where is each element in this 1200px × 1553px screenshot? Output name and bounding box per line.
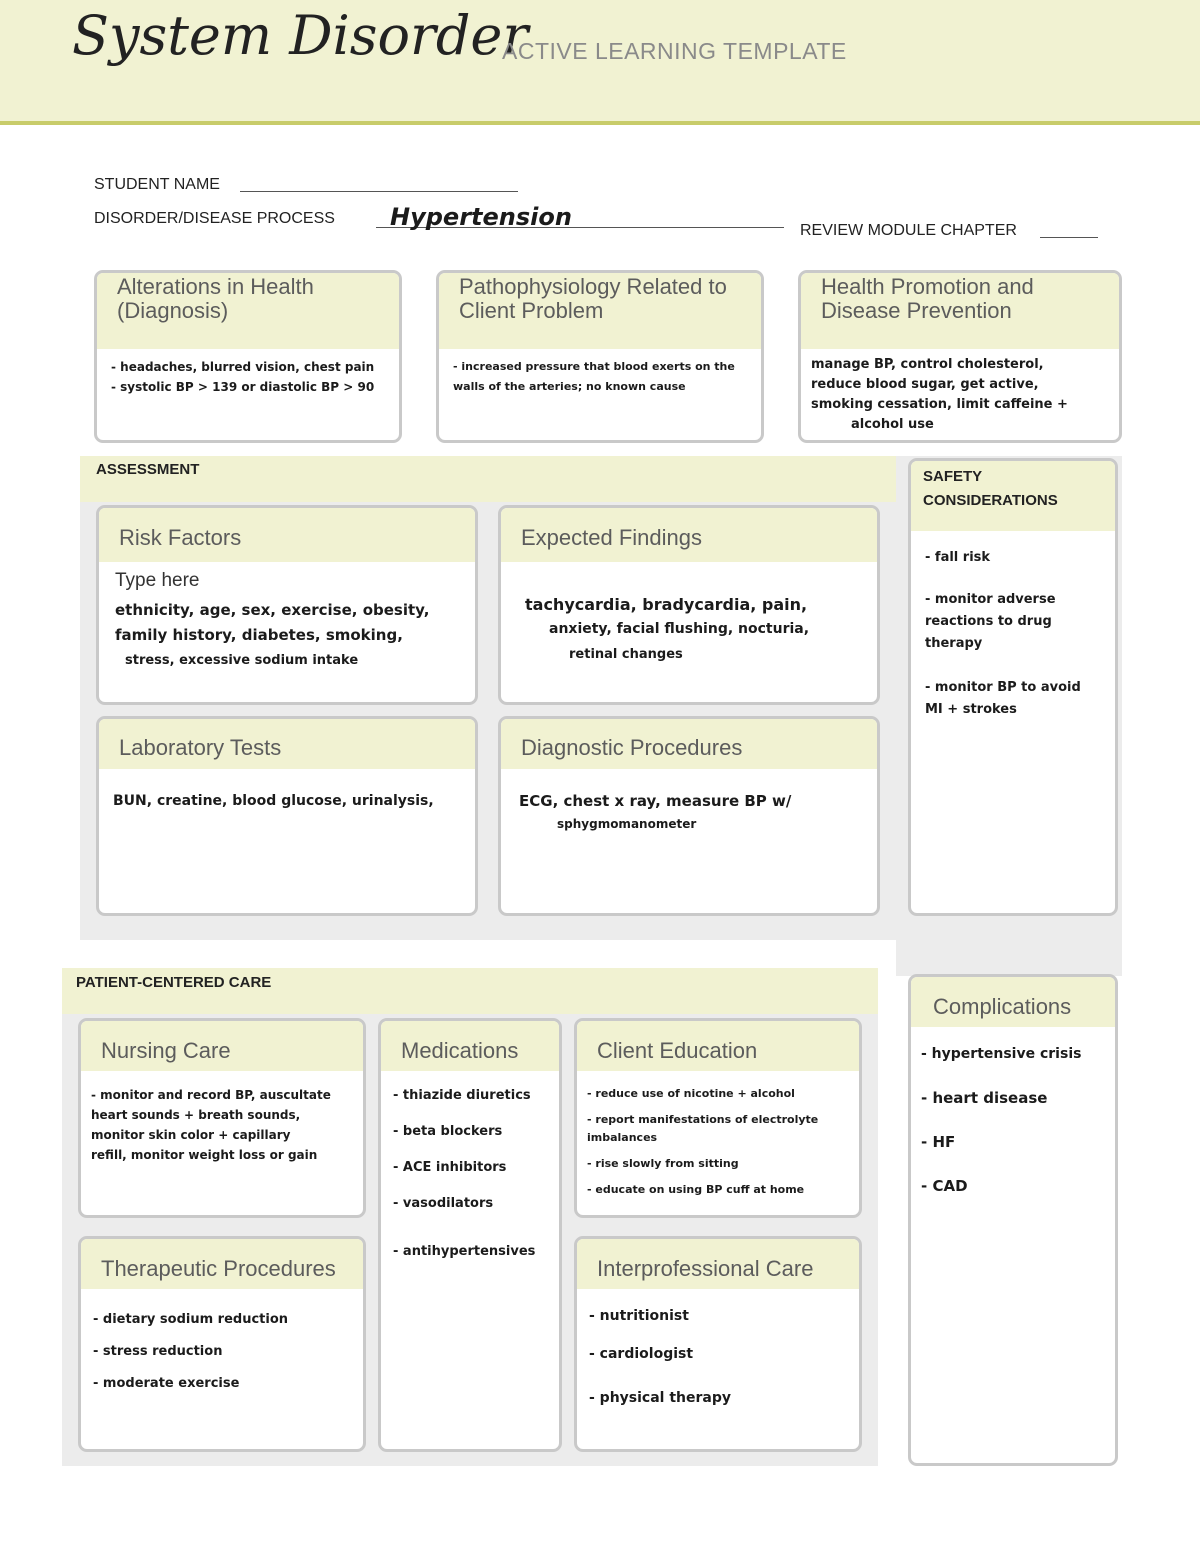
- assessment-band: [80, 456, 896, 504]
- risk-factors-card: [96, 505, 478, 705]
- complications-title: Complications: [911, 977, 1115, 1027]
- health-promotion-body[interactable]: [801, 349, 1119, 441]
- alterations-line: - systolic BP > 139 or diastolic BP > 90: [111, 380, 375, 394]
- therapeutic-procedures-body[interactable]: [81, 1289, 363, 1429]
- safety-considerations-body[interactable]: [911, 531, 1115, 753]
- safety-title-line: SAFETY: [923, 468, 983, 485]
- student-name-underline: [240, 191, 518, 192]
- client-education-item: - report manifestations of electrolyte imbalances: [587, 1113, 819, 1144]
- therapeutic-procedures-item: - stress reduction: [93, 1344, 223, 1359]
- risk-factors-body[interactable]: [99, 562, 475, 681]
- therapeutic-procedures-title: Therapeutic Procedures: [81, 1239, 363, 1289]
- interprofessional-care-item: - nutritionist: [589, 1308, 689, 1324]
- nursing-care-line: heart sounds + breath sounds,: [91, 1108, 301, 1122]
- health-promotion-card: [798, 270, 1122, 443]
- medications-item: - vasodilators: [393, 1196, 494, 1211]
- alterations-line: - headaches, blurred vision, chest pain: [111, 360, 375, 374]
- interprofessional-care-item: - cardiologist: [589, 1346, 694, 1362]
- pathophysiology-card: [436, 270, 764, 443]
- expected-findings-line: retinal changes: [569, 647, 683, 662]
- expected-findings-line: tachycardia, bradycardia, pain,: [525, 595, 808, 614]
- alterations-in-health-title: Alterations in Health (Diagnosis): [97, 273, 399, 349]
- safety-item: - fall risk: [925, 550, 991, 565]
- page-header: [0, 0, 1200, 123]
- interprofessional-care-item: - physical therapy: [589, 1390, 732, 1406]
- medications-card: [378, 1018, 562, 1452]
- medications-item: - beta blockers: [393, 1124, 503, 1139]
- medications-item: - ACE inhibitors: [393, 1160, 507, 1175]
- risk-factors-line: ethnicity, age, sex, exercise, obesity,: [115, 601, 430, 619]
- medications-item: - thiazide diuretics: [393, 1088, 531, 1103]
- therapeutic-procedures-item: - dietary sodium reduction: [93, 1312, 289, 1327]
- expected-findings-card: [498, 505, 880, 705]
- disorder-field[interactable]: Hypertension: [390, 203, 572, 231]
- diagnostic-procedures-body[interactable]: [501, 769, 877, 854]
- client-education-card: [574, 1018, 862, 1218]
- pathophysiology-title: Pathophysiology Related to Client Problem: [439, 273, 761, 349]
- complications-item: - heart disease: [921, 1089, 1048, 1107]
- safety-item: - monitor BP to avoid MI + strokes: [925, 680, 1081, 717]
- risk-factors-placeholder: Type here: [115, 570, 200, 591]
- risk-factors-line: family history, diabetes, smoking,: [115, 626, 403, 644]
- pathophysiology-body[interactable]: [439, 349, 761, 407]
- alterations-in-health-card: [94, 270, 402, 443]
- complications-body[interactable]: [911, 1027, 1115, 1227]
- student-name-label: STUDENT NAME: [94, 176, 220, 193]
- safety-considerations-card: [908, 458, 1118, 916]
- complications-item: - CAD: [921, 1177, 968, 1195]
- review-module-label: REVIEW MODULE CHAPTER: [800, 222, 1017, 239]
- review-module-underline: [1040, 237, 1098, 238]
- client-education-item: - educate on using BP cuff at home: [587, 1183, 805, 1196]
- safety-considerations-header: [911, 461, 1115, 531]
- interprofessional-care-body[interactable]: [577, 1289, 859, 1439]
- safety-item: - monitor adverse reactions to drug therapy: [925, 592, 1056, 651]
- medications-item: - antihypertensives: [393, 1244, 536, 1259]
- health-promotion-line: alcohol use: [851, 417, 934, 432]
- risk-factors-title: Risk Factors: [99, 508, 475, 562]
- complications-item: - hypertensive crisis: [921, 1046, 1082, 1062]
- medications-title: Medications: [381, 1021, 559, 1071]
- diagnostic-procedures-title: Diagnostic Procedures: [501, 719, 877, 769]
- nursing-care-title: Nursing Care: [81, 1021, 363, 1071]
- client-education-item: - reduce use of nicotine + alcohol: [587, 1087, 795, 1100]
- expected-findings-title: Expected Findings: [501, 508, 877, 562]
- interprofessional-care-card: [574, 1236, 862, 1452]
- expected-findings-line: anxiety, facial flushing, nocturia,: [549, 621, 810, 637]
- safety-title-line: CONSIDERATIONS: [923, 492, 1058, 509]
- nursing-care-line: monitor skin color + capillary: [91, 1128, 291, 1142]
- client-education-title: Client Education: [577, 1021, 859, 1071]
- therapeutic-procedures-item: - moderate exercise: [93, 1376, 240, 1391]
- client-education-item: - rise slowly from sitting: [587, 1157, 739, 1170]
- client-education-body[interactable]: [577, 1071, 859, 1213]
- assessment-label: ASSESSMENT: [96, 461, 200, 478]
- health-promotion-line: manage BP, control cholesterol,: [811, 357, 1044, 372]
- laboratory-tests-body[interactable]: [99, 769, 475, 834]
- therapeutic-procedures-card: [78, 1236, 366, 1452]
- risk-factors-line: stress, excessive sodium intake: [125, 653, 359, 668]
- nursing-care-line: refill, monitor weight loss or gain: [91, 1148, 318, 1162]
- document-title: System Disorder: [72, 4, 529, 67]
- nursing-care-body[interactable]: [81, 1071, 363, 1179]
- nursing-care-line: - monitor and record BP, auscultate: [91, 1088, 331, 1102]
- safety-considerations-title: [911, 461, 1115, 517]
- complications-card: [908, 974, 1118, 1466]
- diagnostic-procedures-line: ECG, chest x ray, measure BP w/: [519, 792, 792, 810]
- interprofessional-care-title: Interprofessional Care: [577, 1239, 859, 1289]
- diagnostic-procedures-card: [498, 716, 880, 916]
- pathophysiology-line: - increased pressure that blood exerts on the: [453, 360, 735, 373]
- diagnostic-procedures-line: sphygmomanometer: [557, 817, 697, 831]
- header-divider: [0, 121, 1200, 125]
- nursing-care-card: [78, 1018, 366, 1218]
- document-subtitle: ACTIVE LEARNING TEMPLATE: [502, 38, 847, 64]
- laboratory-tests-card: [96, 716, 478, 916]
- health-promotion-line: smoking cessation, limit caffeine +: [811, 397, 1068, 412]
- expected-findings-body[interactable]: [501, 562, 877, 675]
- health-promotion-title: Health Promotion and Disease Prevention: [801, 273, 1119, 349]
- medications-body[interactable]: [381, 1071, 559, 1291]
- pathophysiology-line: walls of the arteries; no known cause: [453, 380, 686, 393]
- patient-care-label: PATIENT-CENTERED CARE: [76, 974, 272, 991]
- disorder-label: DISORDER/DISEASE PROCESS: [94, 210, 335, 227]
- complications-item: - HF: [921, 1133, 956, 1151]
- laboratory-tests-title: Laboratory Tests: [99, 719, 475, 769]
- health-promotion-line: reduce blood sugar, get active,: [811, 377, 1039, 392]
- alterations-in-health-body[interactable]: [97, 349, 399, 407]
- laboratory-tests-line: BUN, creatine, blood glucose, urinalysis,: [113, 793, 434, 809]
